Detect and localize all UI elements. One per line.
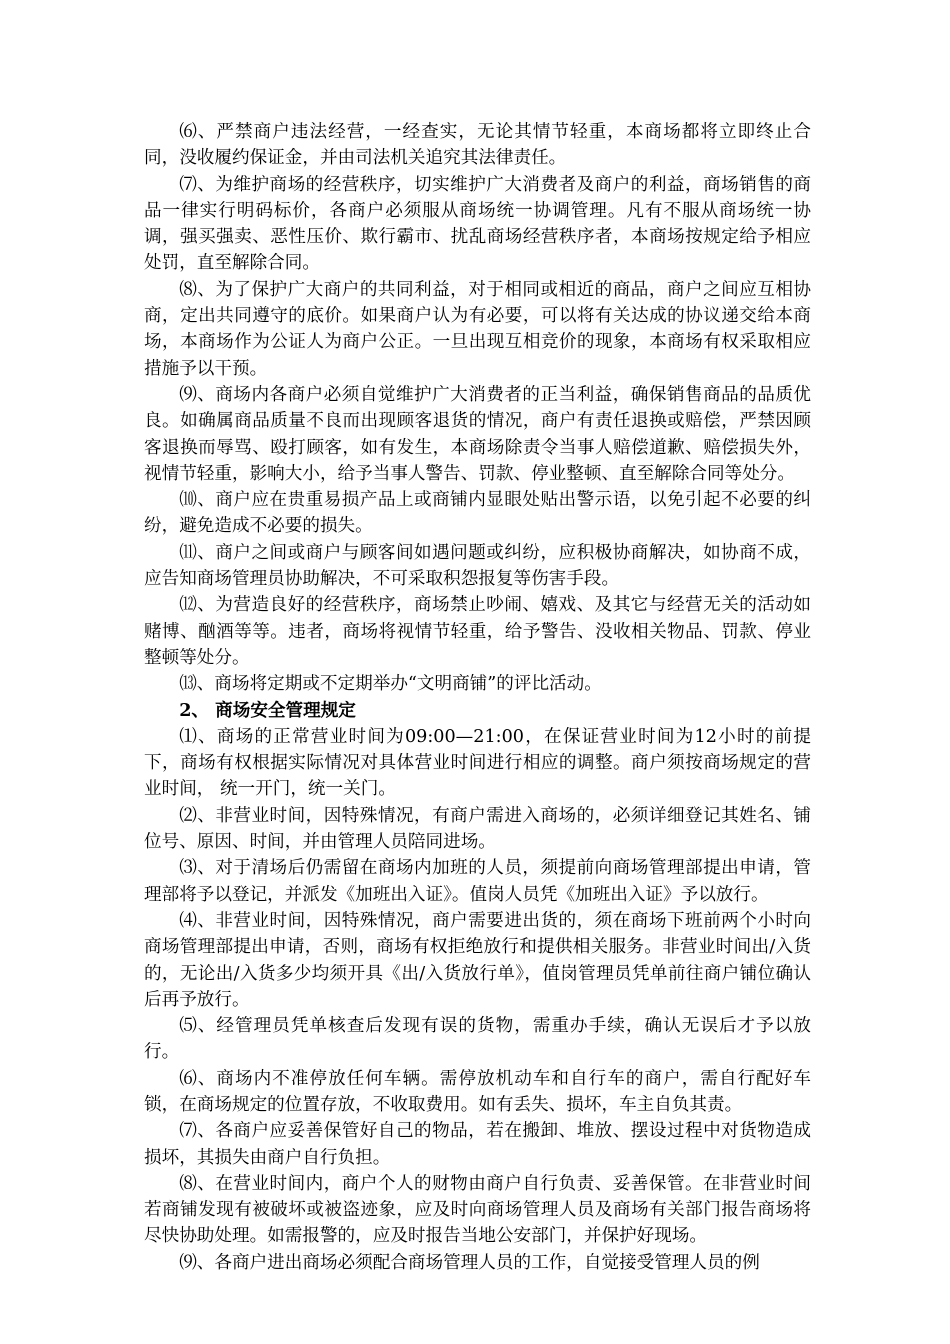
safety-rule-5: ⑸、经管理员凭单核查后发现有误的货物，需重办手续，确认无误后才予以放行。 bbox=[144, 1016, 811, 1063]
safety-rule-8: ⑻、在营业时间内，商户个人的财物由商户自行负责、妥善保管。在非营业时间若商铺发现有被破坏或被盗迹象，应及时向商场管理人员及商场有关部门报告商场将尽快协助处理。如需报警的，应及时报告当地公安部门，并保护好现场。 bbox=[144, 1173, 811, 1247]
safety-rule-7: ⑺、各商户应妥善保管好自己的物品，若在搬卸、堆放、摆设过程中对货物造成损坏，其损失由商户自行负担。 bbox=[144, 1121, 811, 1168]
safety-rule-2: ⑵、非营业时间，因特殊情况，有商户需进入商场的，必须详细登记其姓名、铺位号、原因、时间，并由管理人员陪同进场。 bbox=[144, 805, 811, 853]
safety-rule-6: ⑹、商场内不准停放任何车辆。需停放机动车和自行车的商户，需自行配好车锁，在商场规定的位置存放，不收取费用。如有丢失、损坏，车主自负其责。 bbox=[144, 1068, 811, 1115]
paragraph-item-11: ⑾、商户之间或商户与顾客间如遇问题或纠纷，应积极协商解决，如协商不成，应告知商场管理员协助解决，不可采取积怨报复等伤害手段。 bbox=[144, 542, 811, 590]
paragraph-item-8: ⑻、为了保护广大商户的共同利益，对于相同或相近的商品，商户之间应互相协商，定出共同遵守的底价。如果商户认为有必要，可以将有关达成的协议递交给本商场，本商场作为公证人为商户公正。一旦出现互相竞价的现象，本商场有权采取相应措施予以干预。 bbox=[144, 279, 811, 379]
paragraph-item-10: ⑽、商户应在贵重易损产品上或商铺内显眼处贴出警示语，以免引起不必要的纠纷，避免造成不必要的损失。 bbox=[144, 490, 811, 537]
safety-rule-1: ⑴、商场的正常营业时间为09:00—21:00，在保证营业时间为12小时的前提下，商场有权根据实际情况对具体营业时间进行相应的调整。商户须按商场规定的营业时间， 统一开门，统一关门。 bbox=[144, 726, 811, 800]
paragraph-item-12: ⑿、为营造良好的经营秩序，商场禁止吵闹、嬉戏、及其它与经营无关的活动如赌博、酗酒等等。违者，商场将视情节轻重，给予警告、没收相关物品、罚款、停业整顿等处分。 bbox=[144, 595, 811, 668]
paragraph-item-13: ⒀、商场将定期或不定期举办“文明商铺”的评比活动。 bbox=[179, 674, 602, 695]
paragraph-item-6: ⑹、严禁商户违法经营，一经查实，无论其情节轻重，本商场都将立即终止合同，没收履约保证金，并由司法机关追究其法律责任。 bbox=[144, 122, 811, 169]
safety-rule-4: ⑷、非营业时间，因特殊情况，商户需要进出货的，须在商场下班前两个小时向商场管理部提出申请，否则，商场有权拒绝放行和提供相关服务。非营业时间出/入货的，无论出/入货多少均须开具《出/入货放行单》，值岗管理员凭单前往商户铺位确认后再予放行。 bbox=[144, 910, 811, 1010]
paragraph-item-7: ⑺、为维护商场的经营秩序，切实维护广大消费者及商户的利益，商场销售的商品一律实行明码标价，各商户必须服从商场统一协调管理。凡有不服从商场统一协调，强买强卖、恶性压价、欺行霸市、扰乱商场经营秩序者，本商场按规定给予相应处罚，直至解除合同。 bbox=[144, 174, 811, 274]
section-heading: 2、 商场安全管理规定 bbox=[179, 699, 356, 721]
paragraph-item-9: ⑼、商场内各商户必须自觉维护广大消费者的正当利益，确保销售商品的品质优良。如确属商品质量不良而出现顾客退货的情况，商户有责任退换或赔偿，严禁因顾客退换而辱骂、殴打顾客，如有发生，本商场除责令当事人赔偿道歉、赔偿损失外，视情节轻重，影响大小，给予当事人警告、罚款、停业整顿、直至解除合同等处分。 bbox=[144, 384, 811, 484]
safety-rule-3: ⑶、对于清场后仍需留在商场内加班的人员，须提前向商场管理部提出申请，管理部将予以登记，并派发《加班出入证》。值岗人员凭《加班出入证》予以放行。 bbox=[144, 858, 811, 905]
safety-rule-9: ⑼、各商户进出商场必须配合商场管理人员的工作，自觉接受管理人员的例 bbox=[179, 1252, 760, 1273]
document-page bbox=[144, 119, 811, 1276]
